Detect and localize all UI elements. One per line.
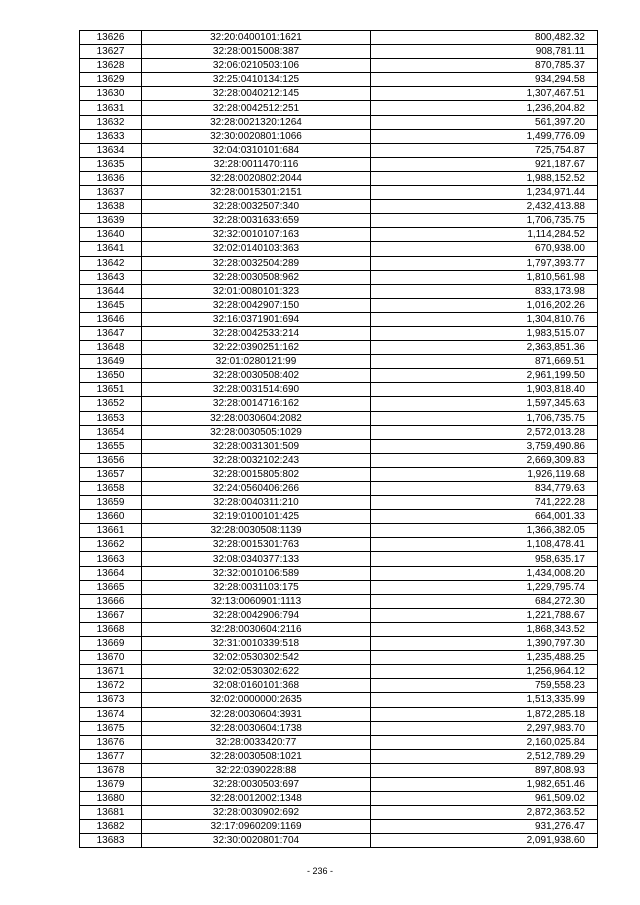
cadastral-number-cell: 32:17:0960209:1169: [142, 820, 371, 834]
cadastral-number-cell: 32:28:0032102:243: [142, 453, 371, 467]
row-number-cell: 13683: [80, 834, 142, 848]
cadastral-number-cell: 32:28:0021320:1264: [142, 115, 371, 129]
row-number-cell: 13678: [80, 763, 142, 777]
cadastral-value-cell: 1,307,467.51: [371, 87, 598, 101]
cadastral-number-cell: 32:02:0000000:2635: [142, 693, 371, 707]
cadastral-number-cell: 32:24:0560406:266: [142, 482, 371, 496]
row-number-cell: 13631: [80, 101, 142, 115]
cadastral-number-cell: 32:28:0012002:1348: [142, 792, 371, 806]
cadastral-value-cell: 741,222.28: [371, 496, 598, 510]
cadastral-number-cell: 32:28:0030604:2116: [142, 622, 371, 636]
cadastral-value-cell: 1,229,795.74: [371, 580, 598, 594]
cadastral-value-cell: 833,173.98: [371, 284, 598, 298]
cadastral-number-cell: 32:02:0140103:363: [142, 242, 371, 256]
cadastral-number-cell: 32:28:0031103:175: [142, 580, 371, 594]
cadastral-number-cell: 32:32:0010107:163: [142, 228, 371, 242]
cadastral-number-cell: 32:20:0400101:1621: [142, 31, 371, 45]
cadastral-number-cell: 32:28:0030604:1738: [142, 721, 371, 735]
cadastral-number-cell: 32:28:0032507:340: [142, 200, 371, 214]
table-row: [80, 820, 598, 834]
row-number-cell: 13675: [80, 721, 142, 735]
cadastral-value-cell: 561,397.20: [371, 115, 598, 129]
row-number-cell: 13629: [80, 73, 142, 87]
row-number-cell: 13639: [80, 214, 142, 228]
row-number-cell: 13646: [80, 312, 142, 326]
cadastral-value-cell: 908,781.11: [371, 45, 598, 59]
cadastral-number-cell: 32:22:0390251:162: [142, 341, 371, 355]
cadastral-value-cell: 1,434,008.20: [371, 566, 598, 580]
cadastral-value-cell: 958,635.17: [371, 552, 598, 566]
row-number-cell: 13658: [80, 482, 142, 496]
row-number-cell: 13659: [80, 496, 142, 510]
row-number-cell: 13680: [80, 792, 142, 806]
table-row: [80, 383, 598, 397]
table-row: [80, 693, 598, 707]
cadastral-number-cell: 32:16:0371901:694: [142, 312, 371, 326]
cadastral-value-cell: 931,276.47: [371, 820, 598, 834]
cadastral-value-cell: 2,872,363.52: [371, 806, 598, 820]
row-number-cell: 13633: [80, 129, 142, 143]
table-row: [80, 439, 598, 453]
cadastral-number-cell: 32:28:0030508:402: [142, 369, 371, 383]
cadastral-value-cell: 1,499,776.09: [371, 129, 598, 143]
row-number-cell: 13654: [80, 425, 142, 439]
table-row: [80, 524, 598, 538]
cadastral-value-cell: 1,390,797.30: [371, 637, 598, 651]
table-row: [80, 538, 598, 552]
cadastral-number-cell: 32:28:0030505:1029: [142, 425, 371, 439]
cadastral-value-cell: 1,868,343.52: [371, 622, 598, 636]
row-number-cell: 13655: [80, 439, 142, 453]
table-row: [80, 651, 598, 665]
cadastral-number-cell: 32:28:0030508:962: [142, 270, 371, 284]
cadastral-value-cell: 2,512,789.29: [371, 749, 598, 763]
row-number-cell: 13682: [80, 820, 142, 834]
row-number-cell: 13662: [80, 538, 142, 552]
table-row: [80, 792, 598, 806]
cadastral-value-cell: 800,482.32: [371, 31, 598, 45]
table-row: [80, 326, 598, 340]
table-row: [80, 425, 598, 439]
cadastral-value-cell: 2,432,413.88: [371, 200, 598, 214]
cadastral-value-cell: 1,304,810.76: [371, 312, 598, 326]
row-number-cell: 13647: [80, 326, 142, 340]
row-number-cell: 13650: [80, 369, 142, 383]
row-number-cell: 13641: [80, 242, 142, 256]
table-row: [80, 749, 598, 763]
table-row: [80, 214, 598, 228]
row-number-cell: 13636: [80, 171, 142, 185]
cadastral-number-cell: 32:28:0015301:763: [142, 538, 371, 552]
cadastral-number-cell: 32:22:0390228:88: [142, 763, 371, 777]
cadastral-number-cell: 32:28:0015805:802: [142, 467, 371, 481]
row-number-cell: 13634: [80, 143, 142, 157]
row-number-cell: 13630: [80, 87, 142, 101]
cadastral-value-cell: 1,872,285.18: [371, 707, 598, 721]
row-number-cell: 13664: [80, 566, 142, 580]
row-number-cell: 13635: [80, 157, 142, 171]
cadastral-value-cell: 2,669,309.83: [371, 453, 598, 467]
cadastral-number-cell: 32:28:0042512:251: [142, 101, 371, 115]
cadastral-number-cell: 32:28:0042907:150: [142, 298, 371, 312]
table-row: [80, 552, 598, 566]
cadastral-number-cell: 32:28:0031633:659: [142, 214, 371, 228]
cadastral-number-cell: 32:01:0080101:323: [142, 284, 371, 298]
table-row: [80, 763, 598, 777]
row-number-cell: 13663: [80, 552, 142, 566]
cadastral-number-cell: 32:32:0010106:589: [142, 566, 371, 580]
cadastral-number-cell: 32:28:0030902:692: [142, 806, 371, 820]
cadastral-number-cell: 32:19:0100101:425: [142, 510, 371, 524]
cadastral-number-cell: 32:04:0310101:684: [142, 143, 371, 157]
row-number-cell: 13628: [80, 59, 142, 73]
table-row: [80, 186, 598, 200]
cadastral-number-cell: 32:28:0015008:387: [142, 45, 371, 59]
cadastral-value-cell: 897,808.93: [371, 763, 598, 777]
row-number-cell: 13653: [80, 411, 142, 425]
row-number-cell: 13666: [80, 594, 142, 608]
cadastral-number-cell: 32:28:0040311:210: [142, 496, 371, 510]
row-number-cell: 13681: [80, 806, 142, 820]
cadastral-value-cell: 1,706,735.75: [371, 214, 598, 228]
cadastral-number-cell: 32:02:0530302:622: [142, 665, 371, 679]
cadastral-value-cell: 1,513,335.99: [371, 693, 598, 707]
table-row: [80, 679, 598, 693]
cadastral-number-cell: 32:28:0011470:116: [142, 157, 371, 171]
table-row: [80, 834, 598, 848]
row-number-cell: 13645: [80, 298, 142, 312]
cadastral-value-cell: 1,108,478.41: [371, 538, 598, 552]
cadastral-value-cell: 1,597,345.63: [371, 397, 598, 411]
row-number-cell: 13642: [80, 256, 142, 270]
table-row: [80, 721, 598, 735]
cadastral-value-cell: 1,982,651.46: [371, 777, 598, 791]
cadastral-value-cell: 921,187.67: [371, 157, 598, 171]
cadastral-number-cell: 32:28:0031301:509: [142, 439, 371, 453]
cadastral-number-cell: 32:08:0160101:368: [142, 679, 371, 693]
cadastral-value-cell: 1,706,735.75: [371, 411, 598, 425]
table-row: [80, 87, 598, 101]
table-row: [80, 665, 598, 679]
table-row: [80, 256, 598, 270]
table-row: [80, 101, 598, 115]
table-row: [80, 143, 598, 157]
table-row: [80, 806, 598, 820]
cadastral-number-cell: 32:28:0030604:2082: [142, 411, 371, 425]
table-row: [80, 622, 598, 636]
cadastral-value-cell: 2,572,013.28: [371, 425, 598, 439]
row-number-cell: 13638: [80, 200, 142, 214]
cadastral-value-cell: 664,001.33: [371, 510, 598, 524]
row-number-cell: 13656: [80, 453, 142, 467]
cadastral-value-cell: 1,221,788.67: [371, 608, 598, 622]
cadastral-number-cell: 32:02:0530302:542: [142, 651, 371, 665]
table-row: [80, 73, 598, 87]
row-number-cell: 13667: [80, 608, 142, 622]
cadastral-value-cell: 1,926,119.68: [371, 467, 598, 481]
row-number-cell: 13669: [80, 637, 142, 651]
cadastral-number-cell: 32:28:0015301:2151: [142, 186, 371, 200]
row-number-cell: 13640: [80, 228, 142, 242]
table-row: [80, 496, 598, 510]
table-row: [80, 341, 598, 355]
table-row: [80, 453, 598, 467]
table-row: [80, 594, 598, 608]
cadastral-number-cell: 32:28:0030503:697: [142, 777, 371, 791]
cadastral-value-table: [79, 30, 598, 848]
cadastral-value-cell: 759,558.23: [371, 679, 598, 693]
row-number-cell: 13643: [80, 270, 142, 284]
row-number-cell: 13676: [80, 735, 142, 749]
cadastral-value-cell: 2,091,938.60: [371, 834, 598, 848]
row-number-cell: 13679: [80, 777, 142, 791]
cadastral-number-cell: 32:28:0014716:162: [142, 397, 371, 411]
cadastral-number-cell: 32:08:0340377:133: [142, 552, 371, 566]
row-number-cell: 13672: [80, 679, 142, 693]
table-row: [80, 157, 598, 171]
row-number-cell: 13626: [80, 31, 142, 45]
table-row: [80, 397, 598, 411]
cadastral-value-cell: 2,160,025.84: [371, 735, 598, 749]
cadastral-value-cell: 1,810,561.98: [371, 270, 598, 284]
cadastral-value-cell: 1,016,202.26: [371, 298, 598, 312]
table-row: [80, 608, 598, 622]
table-row: [80, 566, 598, 580]
row-number-cell: 13674: [80, 707, 142, 721]
cadastral-number-cell: 32:28:0033420:77: [142, 735, 371, 749]
cadastral-number-cell: 32:31:0010339:518: [142, 637, 371, 651]
cadastral-number-cell: 32:28:0032504:289: [142, 256, 371, 270]
cadastral-number-cell: 32:13:0060901:1113: [142, 594, 371, 608]
cadastral-value-cell: 1,988,152.52: [371, 171, 598, 185]
table-row: [80, 482, 598, 496]
cadastral-number-cell: 32:28:0030604:3931: [142, 707, 371, 721]
cadastral-value-cell: 1,235,488.25: [371, 651, 598, 665]
cadastral-value-cell: 834,779.63: [371, 482, 598, 496]
cadastral-value-cell: 2,297,983.70: [371, 721, 598, 735]
table-row: [80, 355, 598, 369]
table-row: [80, 580, 598, 594]
cadastral-number-cell: 32:28:0040212:145: [142, 87, 371, 101]
table-row: [80, 228, 598, 242]
table-row: [80, 777, 598, 791]
row-number-cell: 13670: [80, 651, 142, 665]
cadastral-value-cell: 1,234,971.44: [371, 186, 598, 200]
cadastral-value-cell: 684,272.30: [371, 594, 598, 608]
table-row: [80, 242, 598, 256]
cadastral-number-cell: 32:28:0042533:214: [142, 326, 371, 340]
table-body: [80, 31, 598, 848]
cadastral-value-cell: 670,938.00: [371, 242, 598, 256]
cadastral-number-cell: 32:25:0410134:125: [142, 73, 371, 87]
table-row: [80, 298, 598, 312]
table-row: [80, 735, 598, 749]
table-row: [80, 510, 598, 524]
cadastral-value-cell: 871,669.51: [371, 355, 598, 369]
cadastral-value-cell: 870,785.37: [371, 59, 598, 73]
cadastral-number-cell: 32:06:0210503:106: [142, 59, 371, 73]
page-number: - 236 -: [306, 866, 333, 876]
cadastral-value-cell: 2,961,199.50: [371, 369, 598, 383]
cadastral-value-cell: 1,903,818.40: [371, 383, 598, 397]
cadastral-number-cell: 32:28:0030508:1021: [142, 749, 371, 763]
cadastral-number-cell: 32:30:0020801:1066: [142, 129, 371, 143]
table-row: [80, 270, 598, 284]
cadastral-number-cell: 32:28:0030508:1139: [142, 524, 371, 538]
cadastral-value-cell: 934,294.58: [371, 73, 598, 87]
row-number-cell: 13665: [80, 580, 142, 594]
table-row: [80, 411, 598, 425]
cadastral-value-cell: 2,363,851.36: [371, 341, 598, 355]
table-row: [80, 312, 598, 326]
table-row: [80, 115, 598, 129]
row-number-cell: 13644: [80, 284, 142, 298]
table-row: [80, 637, 598, 651]
cadastral-number-cell: 32:28:0042906:794: [142, 608, 371, 622]
table-row: [80, 45, 598, 59]
cadastral-value-cell: 1,366,382.05: [371, 524, 598, 538]
table-row: [80, 129, 598, 143]
cadastral-value-cell: 1,983,515.07: [371, 326, 598, 340]
row-number-cell: 13627: [80, 45, 142, 59]
table-row: [80, 707, 598, 721]
cadastral-value-cell: 1,256,964.12: [371, 665, 598, 679]
row-number-cell: 13673: [80, 693, 142, 707]
row-number-cell: 13671: [80, 665, 142, 679]
row-number-cell: 13677: [80, 749, 142, 763]
table-row: [80, 284, 598, 298]
cadastral-value-cell: 725,754.87: [371, 143, 598, 157]
table-row: [80, 59, 598, 73]
table-row: [80, 369, 598, 383]
row-number-cell: 13648: [80, 341, 142, 355]
row-number-cell: 13651: [80, 383, 142, 397]
cadastral-number-cell: 32:01:0280121:99: [142, 355, 371, 369]
row-number-cell: 13652: [80, 397, 142, 411]
cadastral-value-cell: 1,114,284.52: [371, 228, 598, 242]
cadastral-value-cell: 1,236,204.82: [371, 101, 598, 115]
row-number-cell: 13668: [80, 622, 142, 636]
cadastral-value-cell: 3,759,490.86: [371, 439, 598, 453]
row-number-cell: 13660: [80, 510, 142, 524]
cadastral-number-cell: 32:30:0020801:704: [142, 834, 371, 848]
row-number-cell: 13649: [80, 355, 142, 369]
cadastral-number-cell: 32:28:0020802:2044: [142, 171, 371, 185]
row-number-cell: 13657: [80, 467, 142, 481]
cadastral-value-cell: 961,509.02: [371, 792, 598, 806]
row-number-cell: 13637: [80, 186, 142, 200]
cadastral-number-cell: 32:28:0031514:690: [142, 383, 371, 397]
table-row: [80, 31, 598, 45]
row-number-cell: 13632: [80, 115, 142, 129]
row-number-cell: 13661: [80, 524, 142, 538]
table-row: [80, 171, 598, 185]
table-row: [80, 467, 598, 481]
table-row: [80, 200, 598, 214]
cadastral-value-cell: 1,797,393.77: [371, 256, 598, 270]
